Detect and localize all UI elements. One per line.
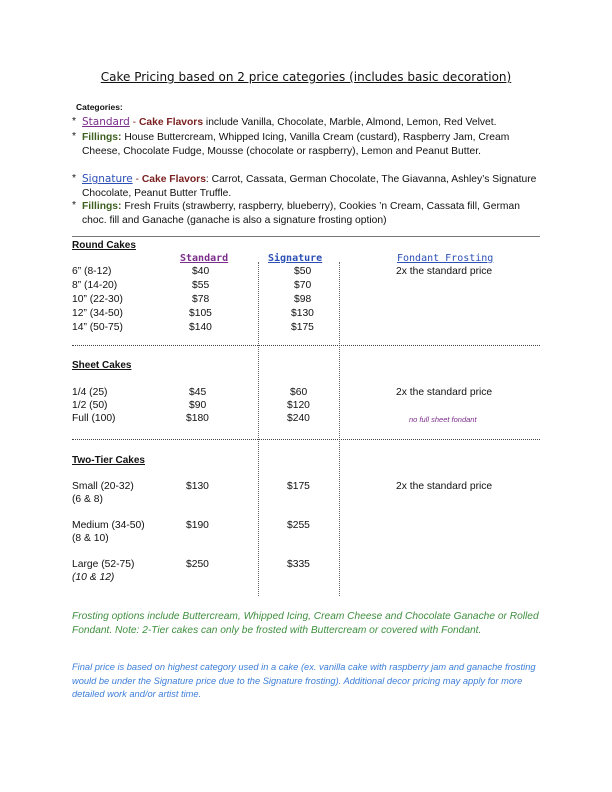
- sheet-size: Full (100): [72, 413, 116, 424]
- tier-std-price: $250: [186, 559, 209, 570]
- standard-flavors-bullet: [72, 116, 542, 130]
- round-cakes-heading: Round Cakes: [72, 240, 136, 251]
- signature-fillings-text: Fresh Fruits (strawberry, raspberry, blueberry), Cookies ’n Cream, Cassata fill, German choc. fill and Ganache (ganache is also a signature frosting option): [82, 201, 520, 226]
- sheet-fondant-price: 2x the standard price: [396, 387, 493, 398]
- dotted-divider: [72, 345, 540, 346]
- bullet-star: *: [72, 116, 77, 127]
- standard-name: Standard: [82, 116, 130, 128]
- tier-sig-price: $255: [287, 520, 310, 531]
- round-size: 12” (34-50): [72, 308, 123, 319]
- round-std-price: $40: [192, 266, 210, 277]
- cake-flavors-label: Cake Flavors: [138, 117, 204, 128]
- tier-sig-price: $175: [287, 481, 310, 492]
- column-divider: [339, 262, 340, 596]
- column-divider: [258, 262, 259, 596]
- sheet-sig-price: $240: [287, 413, 310, 424]
- sheet-std-price: $90: [189, 400, 207, 411]
- round-size: 6” (8-12): [72, 266, 112, 277]
- bullet-star: *: [72, 173, 77, 184]
- signature-name: Signature: [82, 173, 133, 185]
- round-size: 8” (14-20): [72, 280, 118, 291]
- round-sig-price: $175: [291, 322, 314, 333]
- round-sig-price: $70: [294, 280, 312, 291]
- round-std-price: $140: [189, 322, 212, 333]
- bullet-star: *: [72, 200, 77, 211]
- round-std-price: $55: [192, 280, 210, 291]
- two-tier-heading: Two-Tier Cakes: [72, 455, 145, 466]
- categories-heading: Categories:: [76, 102, 123, 112]
- signature-column-header: Signature: [268, 253, 323, 264]
- cake-flavors-label: Cake Flavors: [141, 174, 206, 185]
- sheet-std-price: $180: [186, 413, 209, 424]
- page-title: Cake Pricing based on 2 price categories (includes basic decoration): [100, 70, 512, 84]
- standard-fillings-bullet: [72, 131, 542, 158]
- sheet-fondant-note: no full sheet fondant: [409, 415, 477, 424]
- tier-size: Medium (34-50): [72, 520, 145, 531]
- tier-fondant-price: 2x the standard price: [396, 481, 493, 492]
- standard-column-header: Standard: [180, 253, 229, 264]
- standard-flavors-text: include Vanilla, Chocolate, Marble, Almond, Lemon, Red Velvet.: [203, 117, 497, 128]
- fillings-label: Fillings:: [82, 132, 122, 143]
- sheet-sig-price: $60: [290, 387, 308, 398]
- fillings-label: Fillings:: [82, 201, 122, 212]
- dotted-divider: [72, 439, 540, 440]
- round-std-price: $105: [189, 308, 212, 319]
- round-size: 14” (50-75): [72, 322, 123, 333]
- fondant-column-header: Fondant Frosting: [397, 253, 494, 264]
- round-fondant-price: 2x the standard price: [396, 266, 493, 277]
- round-sig-price: $50: [294, 266, 312, 277]
- tier-sub: (8 & 10): [72, 533, 109, 544]
- tier-size: Large (52-75): [72, 559, 135, 570]
- section-divider: [72, 236, 540, 237]
- round-std-price: $78: [192, 294, 210, 305]
- tier-std-price: $130: [186, 481, 209, 492]
- tier-size: Small (20-32): [72, 481, 134, 492]
- signature-flavors-text: : Carrot, Cassata, German Chocolate, The Giavanna, Ashley’s Signature Chocolate, Peanut Butter Truffle.: [82, 174, 537, 199]
- signature-flavors-bullet: [72, 173, 542, 200]
- sheet-std-price: $45: [189, 387, 207, 398]
- sheet-size: 1/2 (50): [72, 400, 108, 411]
- standard-fillings-text: House Buttercream, Whipped Icing, Vanilla Cream (custard), Raspberry Jam, Cream Cheese, Chocolate Fudge, Mousse (chocolate or raspberry), Lemon and Peanut Butter.: [82, 132, 510, 157]
- round-sig-price: $98: [294, 294, 312, 305]
- tier-sig-price: $335: [287, 559, 310, 570]
- separator: -: [129, 117, 139, 128]
- sheet-cakes-heading: Sheet Cakes: [72, 360, 132, 371]
- final-price-note: Final price is based on highest category used in a cake (ex. vanilla cake with raspberry jam and ganache frosting would be under the Signature price due to the Signature frosting). Additional decor pricing may apply for more detailed work and/or artist time.: [72, 662, 536, 699]
- bullet-star: *: [72, 131, 77, 142]
- round-sig-price: $130: [291, 308, 314, 319]
- sheet-sig-price: $120: [287, 400, 310, 411]
- frosting-options-note: Frosting options include Buttercream, Whipped Icing, Cream Cheese and Chocolate Ganache or Rolled Fondant. Note: 2-Tier cakes can only be frosted with Buttercream or covered with Fondant.: [72, 611, 539, 636]
- separator: -: [132, 174, 142, 185]
- tier-sub: (10 & 12): [72, 572, 115, 583]
- sheet-size: 1/4 (25): [72, 387, 108, 398]
- signature-fillings-bullet: [72, 200, 542, 227]
- tier-std-price: $190: [186, 520, 209, 531]
- tier-sub: (6 & 8): [72, 494, 103, 505]
- round-size: 10” (22-30): [72, 294, 123, 305]
